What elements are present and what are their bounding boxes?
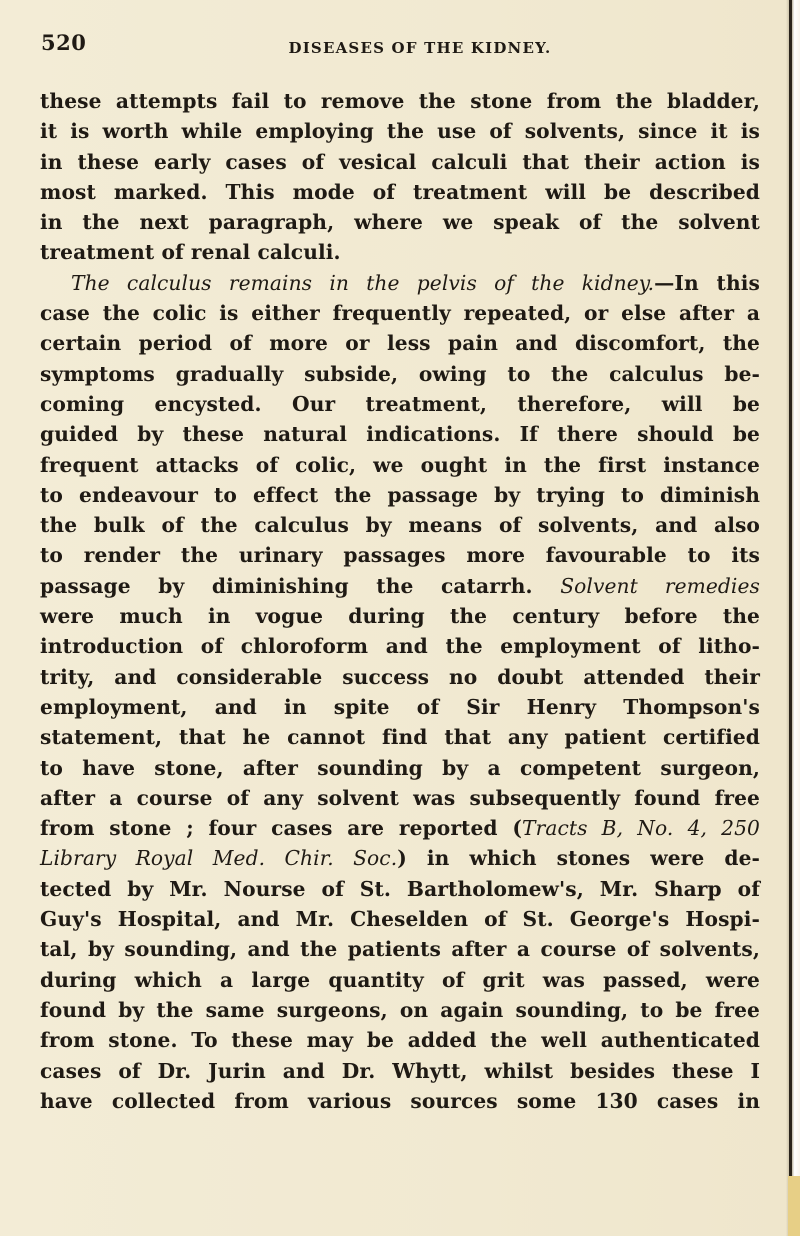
page-number: 520 xyxy=(41,30,87,55)
text-line: in these early cases of vesical calculi that their action is xyxy=(40,149,760,174)
text-line: during which a large quantity of grit was passed, were xyxy=(40,967,760,992)
text-line: symptoms gradually subside, owing to the calculus be- xyxy=(40,361,760,386)
text-line: certain period of more or less pain and discomfort, the xyxy=(40,331,760,356)
text-segment: passage by diminishing the catarrh. xyxy=(40,573,533,598)
text-line: after a course of any solvent was subsequently found free xyxy=(40,785,760,810)
text-line-with-italic xyxy=(40,843,760,873)
text-segment: ) in which stones were de- xyxy=(397,846,760,871)
italic-heading: The calculus remains in the pelvis of the kidney. xyxy=(71,270,655,295)
heading-continuation: —In this xyxy=(654,270,760,295)
text-line: to have stone, after sounding by a competent surgeon, xyxy=(40,755,760,780)
text-line: the bulk of the calculus by means of solvents, and also xyxy=(40,513,760,538)
text-line: trity, and considerable success no doubt attended their xyxy=(40,664,760,689)
text-line: introduction of chloroform and the employment of litho- xyxy=(40,634,760,659)
italic-segment: Solvent remedies xyxy=(560,573,760,598)
text-line: to endeavour to effect the passage by trying to diminish xyxy=(40,482,760,507)
italic-citation: Tracts B, No. 4, 250 xyxy=(522,816,760,841)
running-head: DISEASES OF THE KIDNEY. xyxy=(288,39,552,57)
text-line: were much in vogue during the century before the xyxy=(40,604,760,629)
text-line: guided by these natural indications. If there should be xyxy=(40,422,760,447)
italic-citation: Library Royal Med. Chir. Soc. xyxy=(40,846,398,871)
text-segment: from stone ; four cases are reported ( xyxy=(40,816,523,841)
text-line: treatment of renal calculi. xyxy=(40,240,341,265)
text-line-with-italic xyxy=(40,571,760,601)
page-corner-tab xyxy=(788,1176,800,1236)
body-text xyxy=(40,86,760,1116)
text-line: from stone. To these may be added the well authenticated xyxy=(40,1028,760,1053)
text-line: found by the same surgeons, on again sounding, to be free xyxy=(40,997,760,1022)
text-line: employment, and in spite of Sir Henry Thompson's xyxy=(40,694,760,719)
text-line: tected by Mr. Nourse of St. Bartholomew's, Mr. Sharp of xyxy=(40,876,760,901)
text-line: frequent attacks of colic, we ought in the first instance xyxy=(40,452,760,477)
text-line: most marked. This mode of treatment will be described xyxy=(40,179,760,204)
text-line: to render the urinary passages more favourable to its xyxy=(40,543,760,568)
page-edge-line xyxy=(789,0,792,1236)
text-line: statement, that he cannot find that any patient certified xyxy=(40,725,760,750)
paragraph-heading-line xyxy=(40,268,760,298)
text-line: in the next paragraph, where we speak of the solvent xyxy=(40,210,760,235)
text-line-with-italic xyxy=(40,813,760,843)
text-line: coming encysted. Our treatment, therefore, will be xyxy=(40,391,760,416)
text-line: it is worth while employing the use of solvents, since it is xyxy=(40,119,760,144)
text-line: Guy's Hospital, and Mr. Cheselden of St. George's Hospi- xyxy=(40,907,760,932)
text-line: case the colic is either frequently repeated, or else after a xyxy=(40,301,760,326)
text-line: cases of Dr. Jurin and Dr. Whytt, whilst besides these I xyxy=(40,1058,760,1083)
text-line: these attempts fail to remove the stone from the bladder, xyxy=(40,89,760,113)
text-line: have collected from various sources some 130 cases in xyxy=(40,1088,760,1113)
text-line: tal, by sounding, and the patients after a course of solvents, xyxy=(40,937,760,962)
